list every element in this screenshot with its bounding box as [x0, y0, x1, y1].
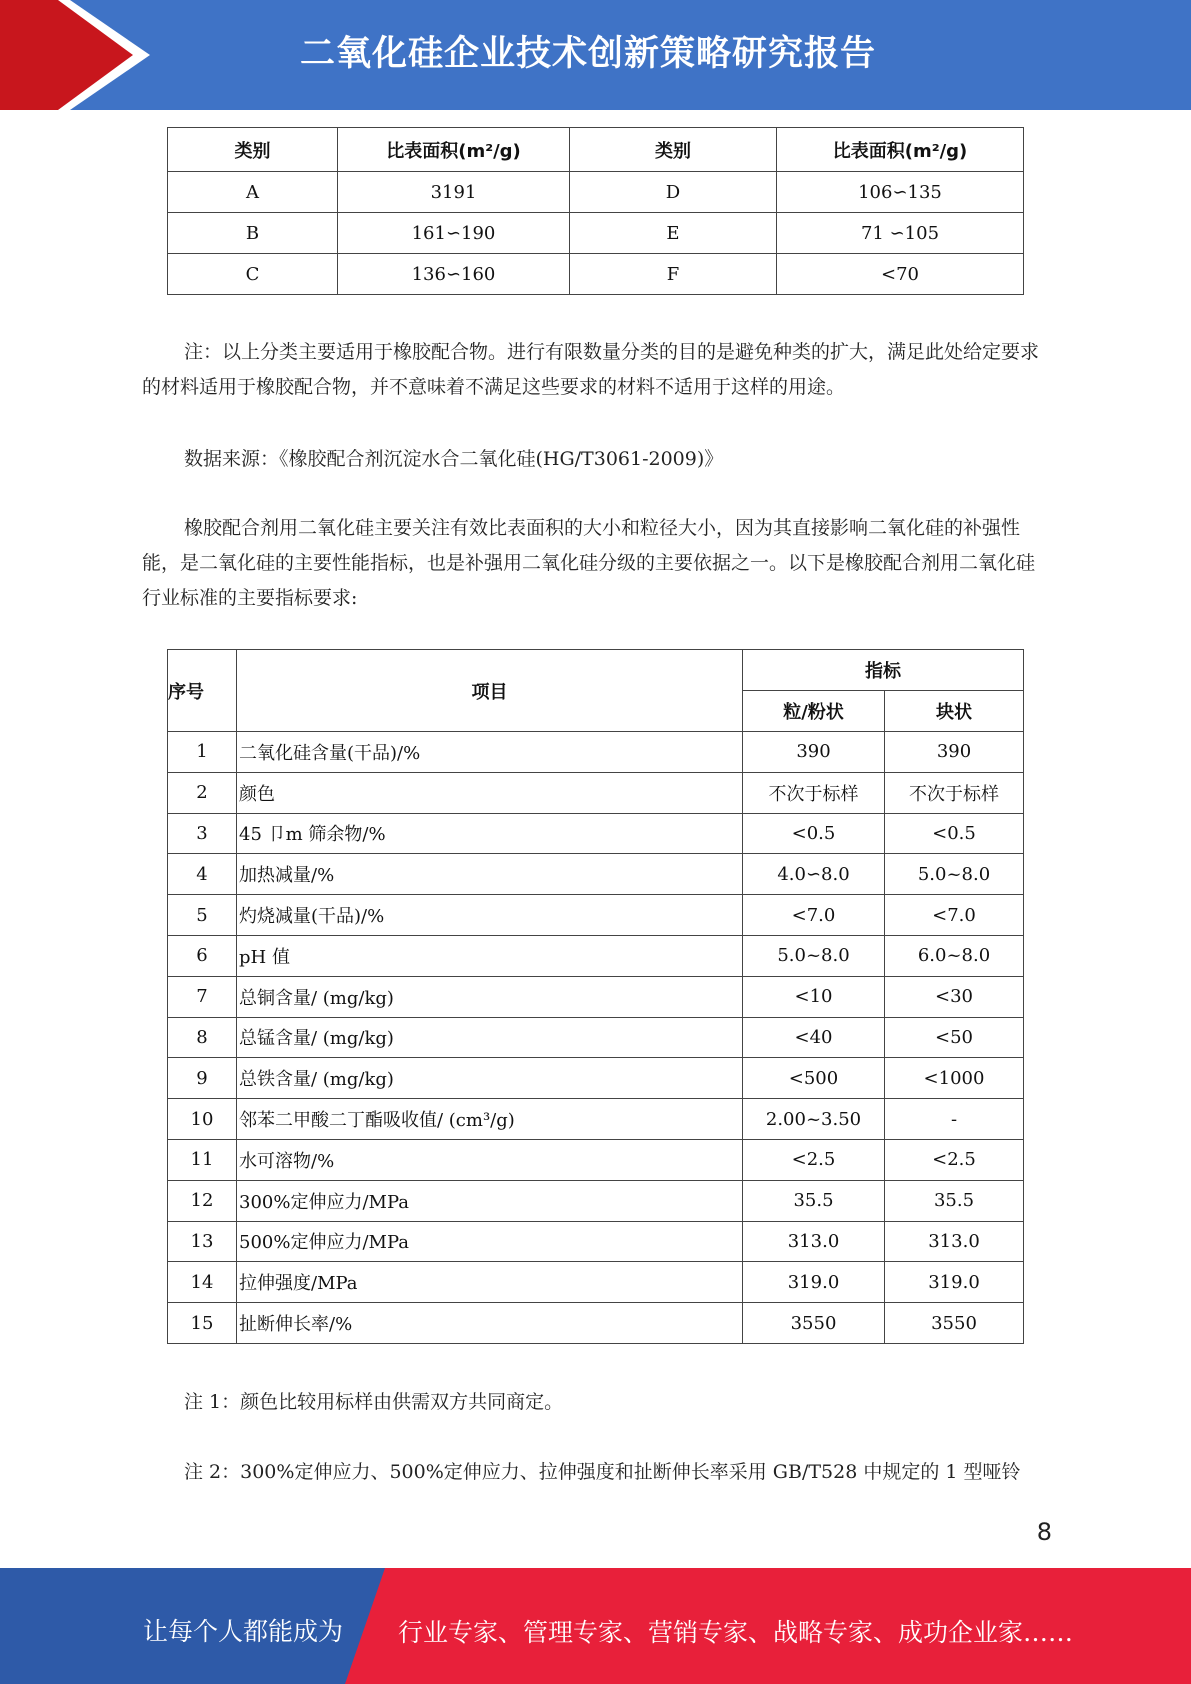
table-header-row: [168, 128, 1024, 172]
table-row: [168, 1058, 1024, 1099]
indicator-value: <7.0: [743, 895, 885, 936]
row-number: 11: [168, 1139, 237, 1180]
table-row: [168, 895, 1024, 936]
indicator-value: 5.0~8.0: [743, 935, 885, 976]
item-name: 300%定伸应力/MPa: [237, 1180, 743, 1221]
table-cell: A: [168, 172, 338, 213]
indicator-value: <0.5: [885, 813, 1024, 854]
indicator-table-body: [168, 732, 1024, 1344]
column-header-granular: 粒/粉状: [743, 691, 885, 732]
item-name: 颜色: [237, 772, 743, 813]
footnote-1: 注 1：颜色比较用标样由供需双方共同商定。: [184, 1391, 564, 1413]
footer-slogan-right: 行业专家、管理专家、营销专家、战略专家、成功企业家……: [398, 1618, 1074, 1647]
page-footer: [0, 1568, 1191, 1684]
table-cell: C: [168, 254, 338, 295]
table-row: [168, 732, 1024, 773]
item-name: 总铜含量/ (mg/kg): [237, 976, 743, 1017]
table-row: [168, 772, 1024, 813]
column-header: 类别: [168, 128, 338, 172]
item-name: 拉伸强度/MPa: [237, 1262, 743, 1303]
indicator-value: 6.0~8.0: [885, 935, 1024, 976]
indicator-value: <2.5: [885, 1139, 1024, 1180]
column-header-seq: 序号: [168, 650, 237, 732]
indicator-value: <10: [743, 976, 885, 1017]
row-number: 10: [168, 1099, 237, 1140]
item-name: 总铁含量/ (mg/kg): [237, 1058, 743, 1099]
indicator-value: 390: [743, 732, 885, 773]
table-cell: 161∽190: [338, 213, 570, 254]
indicator-value: 35.5: [743, 1180, 885, 1221]
item-name: 水可溶物/%: [237, 1139, 743, 1180]
footnote-2: 注 2：300%定伸应力、500%定伸应力、拉伸强度和扯断伸长率采用 GB/T528 中规定的 1 型哑铃: [184, 1461, 1021, 1483]
indicator-value: 313.0: [743, 1221, 885, 1262]
data-source: 数据来源：《橡胶配合剂沉淀水合二氧化硅(HG/T3061-2009)》: [184, 448, 724, 470]
indicator-value: <500: [743, 1058, 885, 1099]
item-name: pH 值: [237, 935, 743, 976]
table-cell: <70: [777, 254, 1024, 295]
indicator-value: 4.0∽8.0: [743, 854, 885, 895]
table-cell: B: [168, 213, 338, 254]
column-header: 类别: [570, 128, 777, 172]
table-header-row: [168, 650, 1024, 691]
indicator-value: -: [885, 1099, 1024, 1140]
table-row: [168, 1303, 1024, 1344]
table-row: [168, 1017, 1024, 1058]
table-row: [168, 813, 1024, 854]
page-header: [0, 0, 1191, 110]
item-name: 500%定伸应力/MPa: [237, 1221, 743, 1262]
indicator-value: <2.5: [743, 1139, 885, 1180]
surface-area-table: [167, 127, 1024, 295]
row-number: 6: [168, 935, 237, 976]
item-name: 扯断伸长率/%: [237, 1303, 743, 1344]
indicator-value: 319.0: [885, 1262, 1024, 1303]
indicator-table: [167, 649, 1024, 1344]
row-number: 14: [168, 1262, 237, 1303]
footer-slogan-left: 让每个人都能成为: [143, 1617, 344, 1646]
row-number: 9: [168, 1058, 237, 1099]
indicator-value: 35.5: [885, 1180, 1024, 1221]
item-name: 二氧化硅含量(干品)/%: [237, 732, 743, 773]
item-name: 45 卩m 筛余物/%: [237, 813, 743, 854]
indicator-value: 3550: [743, 1303, 885, 1344]
table-row: [168, 854, 1024, 895]
row-number: 2: [168, 772, 237, 813]
indicator-value: <7.0: [885, 895, 1024, 936]
table-cell: 71 ∽105: [777, 213, 1024, 254]
row-number: 5: [168, 895, 237, 936]
indicator-value: 313.0: [885, 1221, 1024, 1262]
intro-paragraph: 橡胶配合剂用二氧化硅主要关注有效比表面积的大小和粒径大小，因为其直接影响二氧化硅的补强性能，是二氧化硅的主要性能指标，也是补强用二氧化硅分级的主要依据之一。以下是橡胶配合剂用二氧化硅行业标准的主要指标要求:: [142, 517, 1036, 609]
indicator-value: 3550: [885, 1303, 1024, 1344]
row-number: 4: [168, 854, 237, 895]
item-name: 加热减量/%: [237, 854, 743, 895]
table-row: [168, 1221, 1024, 1262]
indicator-value: 不次于标样: [885, 772, 1024, 813]
row-number: 7: [168, 976, 237, 1017]
table-row: [168, 1180, 1024, 1221]
classification-note: 注：以上分类主要适用于橡胶配合物。进行有限数量分类的目的是避免种类的扩大，满足此处给定要求的材料适用于橡胶配合物，并不意味着不满足这些要求的材料不适用于这样的用途。: [142, 341, 1040, 398]
table-cell: 136∽160: [338, 254, 570, 295]
item-name: 总锰含量/ (mg/kg): [237, 1017, 743, 1058]
indicator-value: <30: [885, 976, 1024, 1017]
table-cell: 106∽135: [777, 172, 1024, 213]
table-cell: E: [570, 213, 777, 254]
item-name: 邻苯二甲酸二丁酯吸收值/ (cm³/g): [237, 1099, 743, 1140]
indicator-value: <0.5: [743, 813, 885, 854]
table-row: [168, 1099, 1024, 1140]
page-number: 8: [1036, 1518, 1052, 1546]
indicator-value: 2.00~3.50: [743, 1099, 885, 1140]
column-header-block: 块状: [885, 691, 1024, 732]
row-number: 12: [168, 1180, 237, 1221]
report-title: 二氧化硅企业技术创新策略研究报告: [300, 34, 877, 74]
row-number: 15: [168, 1303, 237, 1344]
row-number: 13: [168, 1221, 237, 1262]
table-cell: D: [570, 172, 777, 213]
indicator-value: <40: [743, 1017, 885, 1058]
table-cell: 3191: [338, 172, 570, 213]
table-row: [168, 1262, 1024, 1303]
row-number: 1: [168, 732, 237, 773]
indicator-value: 不次于标样: [743, 772, 885, 813]
row-number: 3: [168, 813, 237, 854]
row-number: 8: [168, 1017, 237, 1058]
table-row: [168, 1139, 1024, 1180]
column-header: 比表面积(m²/g): [777, 128, 1024, 172]
indicator-value: 390: [885, 732, 1024, 773]
table-row: [168, 935, 1024, 976]
table-row: [168, 213, 1024, 254]
table-row: [168, 172, 1024, 213]
column-header: 比表面积(m²/g): [338, 128, 570, 172]
table-row: [168, 254, 1024, 295]
table-cell: F: [570, 254, 777, 295]
table-row: [168, 976, 1024, 1017]
indicator-value: 319.0: [743, 1262, 885, 1303]
indicator-value: <1000: [885, 1058, 1024, 1099]
column-header-indicator: 指标: [743, 650, 1024, 691]
item-name: 灼烧减量(干品)/%: [237, 895, 743, 936]
indicator-value: <50: [885, 1017, 1024, 1058]
column-header-item: 项目: [237, 650, 743, 732]
indicator-value: 5.0~8.0: [885, 854, 1024, 895]
